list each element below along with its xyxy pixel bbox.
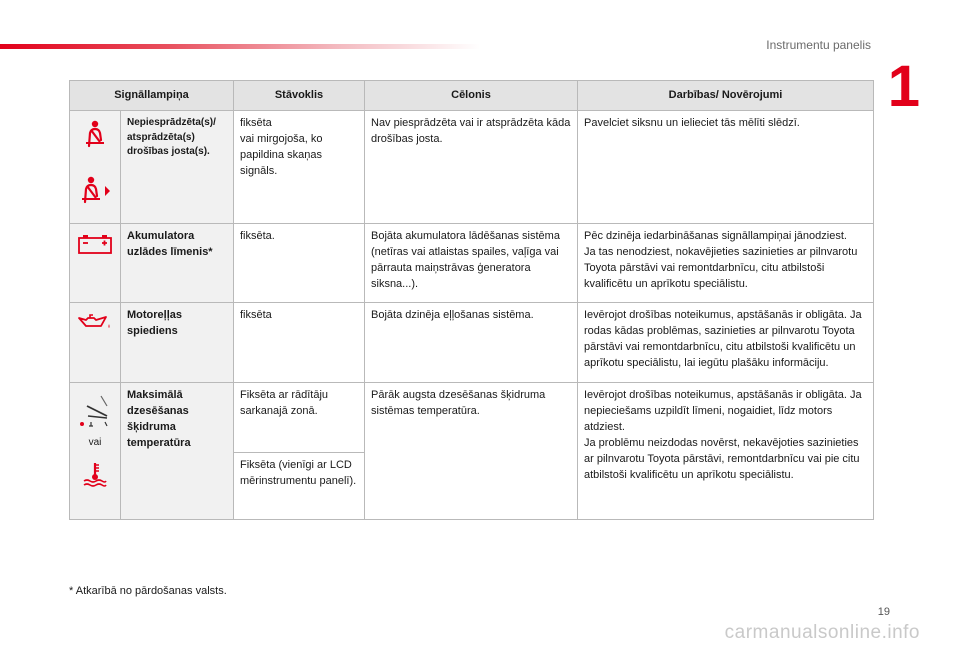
column-header-signal: Signāllampiņa xyxy=(70,81,234,111)
icon-cell xyxy=(70,383,121,520)
watermark: carmanualsonline.info xyxy=(724,622,920,643)
coolant-temperature-icon xyxy=(81,461,109,487)
icon-cell xyxy=(70,224,121,303)
footnote: * Atkarībā no pārdošanas valsts. xyxy=(69,585,227,597)
state-text: Fiksēta ar rādītāju sarkanajā zonā. xyxy=(234,383,365,453)
action-text: Ievērojot drošības noteikumus, apstāšanās ir obligāta. Ja rodas kādas problēmas, sazinieties ar pilnvarotu Toyota pārstāvi vai remontdarbnīcu, citu atbilstoši kvalificētu un aprīkotu speciālistu, lai iegūtu plašāku informāciju. xyxy=(578,303,874,383)
icon-separator: vai xyxy=(88,437,102,448)
temperature-gauge-icon xyxy=(77,392,113,428)
signal-name: Motoreļļas spiediens xyxy=(121,303,234,383)
table-row xyxy=(70,111,874,224)
cause-text: Bojāta dzinēja eļļošanas sistēma. xyxy=(365,303,578,383)
page-number: 19 xyxy=(877,606,890,618)
action-text: Pēc dzinēja iedarbināšanas signāllampiņai jānodziest. Ja tas nenodziest, nokavējieties sazinieties ar pilnvarotu Toyota pārstāvi vai remontdarbnīcu, citu atbilstoši kvalificētu un aprīkotu speciālistu. xyxy=(578,224,874,303)
battery-icon xyxy=(77,233,113,255)
column-header-action: Darbības/ Novērojumi xyxy=(578,81,874,111)
action-text: Ievērojot drošības noteikumus, apstāšanās ir obligāta. Ja nepieciešams uzpildīt līmeni, nogaidiet, līdz motors atdziest. Ja problēmu neizdodas novērst, nekavējoties sazinieties ar pilnvarotu Toyota pārstāvi, remontdarbnīcu vai pie citu atbilstoši kvalificētu un aprīkotu speciālistu. xyxy=(578,383,874,520)
oil-can-icon xyxy=(76,312,114,332)
cause-text: Bojāta akumulatora lādēšanas sistēma (netīras vai atlaistas spailes, vaļīga vai pārrauta maiņstrāvas ģeneratora siksna...). xyxy=(365,224,578,303)
table-row xyxy=(70,303,874,383)
action-text: Pavelciet siksnu un ielieciet tās mēlīti slēdzī. xyxy=(578,111,874,224)
signal-name: Maksimālā dzesēšanas šķidruma temperatūra xyxy=(121,383,234,520)
state-text: fiksēta xyxy=(234,303,365,383)
table-row xyxy=(70,383,874,453)
signal-name: Akumulatora uzlādes līmenis* xyxy=(121,224,234,303)
chapter-number: 1 xyxy=(887,54,920,119)
signal-name: Nepiesprādzēta(s)/ atsprādzēta(s) drošības josta(s). xyxy=(121,111,234,224)
top-accent-bar xyxy=(0,44,480,49)
state-text: Fiksēta (vienīgi ar LCD mērinstrumentu panelī). xyxy=(234,453,365,520)
cause-text: Pārāk augsta dzesēšanas šķidruma sistēmas temperatūra. xyxy=(365,383,578,520)
warning-lights-table xyxy=(69,80,874,520)
icon-cell xyxy=(70,303,121,383)
seatbelt-arrow-icon xyxy=(78,176,112,204)
table-row xyxy=(70,224,874,303)
state-text: fiksēta vai mirgojoša, ko papildina skaņas signāls. xyxy=(234,111,365,224)
section-title: Instrumentu panelis xyxy=(766,38,871,52)
seatbelt-icon xyxy=(82,120,108,148)
table-header-row xyxy=(70,81,874,111)
column-header-state: Stāvoklis xyxy=(234,81,365,111)
icon-cell xyxy=(70,111,121,224)
cause-text: Nav piesprādzēta vai ir atsprādzēta kāda drošības josta. xyxy=(365,111,578,224)
column-header-cause: Cēlonis xyxy=(365,81,578,111)
state-text: fiksēta. xyxy=(234,224,365,303)
